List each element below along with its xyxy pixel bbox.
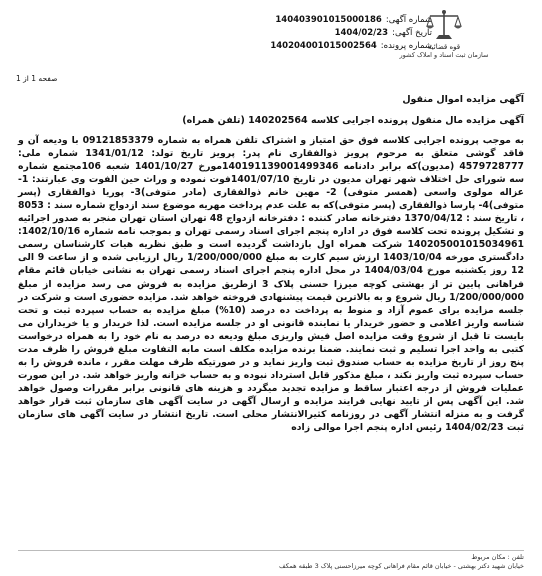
notice-subtitle: آگهی مزایده مال منقول پرونده اجرایی کلاسه 140202564 (تلفن همراه) — [182, 115, 524, 126]
footer-address: خیابان شهید دکتر بهشتی - خیابان قائم مقام فراهانی کوچه میرزاحسنی پلاک 3 طبقه همکف — [279, 562, 524, 570]
document-header — [0, 0, 542, 83]
judiciary-name: قوه قضائیه — [427, 43, 461, 51]
notice-number-label: شماره آگهی: — [385, 15, 432, 25]
notice-date-label: تاریخ آگهی: — [392, 28, 432, 38]
document-footer — [18, 550, 524, 571]
notice-title: آگهی مزایده اموال منقول — [402, 94, 524, 105]
case-number-value: 140204001015002564 — [270, 41, 377, 51]
registration-org-name: سازمان ثبت اسناد و املاک کشور — [399, 51, 489, 59]
notice-titles — [19, 92, 524, 128]
case-number-label: شماره پرونده: — [380, 41, 432, 51]
footer-divider — [18, 550, 524, 551]
scales-emblem-icon — [424, 8, 464, 42]
notice-date-value: 1404/02/23 — [334, 28, 389, 38]
notice-number-value: 140403901015000186 — [275, 15, 382, 25]
page-number: صفحه 1 از 1 — [16, 74, 58, 83]
notice-body: به موجب پرونده اجرایی کلاسه فوق حق امتیاز و اشتراک تلفن همراه به شماره 09121853379 با ودیعه آن و فاقد گوشی متعلق به مرحوم پرویز ذوالفقاری نام پدر: پرویز تاریخ تولد: 1341/01/12 شماره ملی: 4579728777 (مدیون)که برابر دادنامه 140191139001499346مورخ 1401/10/27 شعبه 106مجتمع شماره سه شورای حل اختلاف شهر تهران مدیون در تاریخ 1401/07/10فوت نموده و وراث حین الفوت وی عبارتند: 1- عزاله مولوی واسعی (همسر متوفی) 2- مهین خانم ذوالفقاری (مادر متوفی)3- پوریا ذوالفقاری (پسر متوفی)4- پارسا ذوالفقاری (پسر متوفی)که به علت عدم پرداخت مهریه موضوع سند ازدواج شماره سند : 8053 ، تاریخ سند : 1370/04/12 دفترخانه صادر کننده : دفترخانه ازدواج 48 تهران استان تهران منجر به صدور اجرائیه و تشکیل پرونده تحت کلاسه فوق در اداره پنجم اجرای اسناد رسمی تهران و بموجب نامه شماره 1402/10/16: 140205001015034961 شرکت همراه اول بازداشت گردیده است و طبق نظریه هیات کارشناسان رسمی دادگستری مورخه 1403/10/04 ارزش سیم کارت به مبلغ 1/200/000/000 ریال ارزیابی شده و از ساعت 9 الی 12 روز یکشنبه مورخ 1404/03/04 در محل اداره پنجم اجرای اسناد رسمی تهران به نشانی خیابان قائم مقام فراهانی پایین تر از بهشتی کوچه میرزا حسنی پلاک 3 ازطریق مزایده به فروش می رسد مزایده از مبلغ 1/200/000/000 ریال شروع و به بالاترین قیمت پیشنهادی فروخته خواهد شد. مزایده حضوری است و شرکت در جلسه مزایده برای عموم آزاد و منوط به پرداخت ده درصد (10%) مبلغ مزایده به حساب سپرده ثبت و تحت شناسه واریز اعلامی و حضور خریدار یا نماینده قانونی او در جلسه مزایده است. لذا خریدار و یا خریداران می بایست تا قبل از شروع وقت مزایده اصل فیش واریزی مبلغ ودیعه ده درصد به نام خود را به همراه درخواست کتبی به واحد اجرا تسلیم و ثبت نمایند. ضمنا برنده مزایده مکلف است مابه التفاوت مبلغ فروش را ظرف مدت پنج روز از تاریخ مزایده به حساب صندوق ثبت واریز نماید و در صورتیکه ظرف مهلت مقرر ، مانده فروش را به حساب سپرده ثبت واریز نکند ، مبلغ مذکور قابل استرداد نبوده و به حساب خزانه واریز خواهد شد. در این صورت عملیات فروش از درجه اعتبار ساقط و مزایده تجدید میگردد و هزینه های قانونی برابر مقررات وصول خواهد شد. این آگهی پس از تایید نهایی فرایند مزایده و ارسال آگهی در سایت آگهی های سازمان ثبت قرار خواهد گرفت و به منزله انتشار آگهی در روزنامه کثیرالانتشار محلی است. تاریخ انتشار در سایت آگهی های سازمان ثبت 1404/02/23 رئیس اداره پنجم اجرا موالی زاده — [18, 135, 525, 434]
footer-contact: تلفن : مکان مربوط — [471, 553, 524, 561]
organization-emblem — [384, 8, 504, 74]
